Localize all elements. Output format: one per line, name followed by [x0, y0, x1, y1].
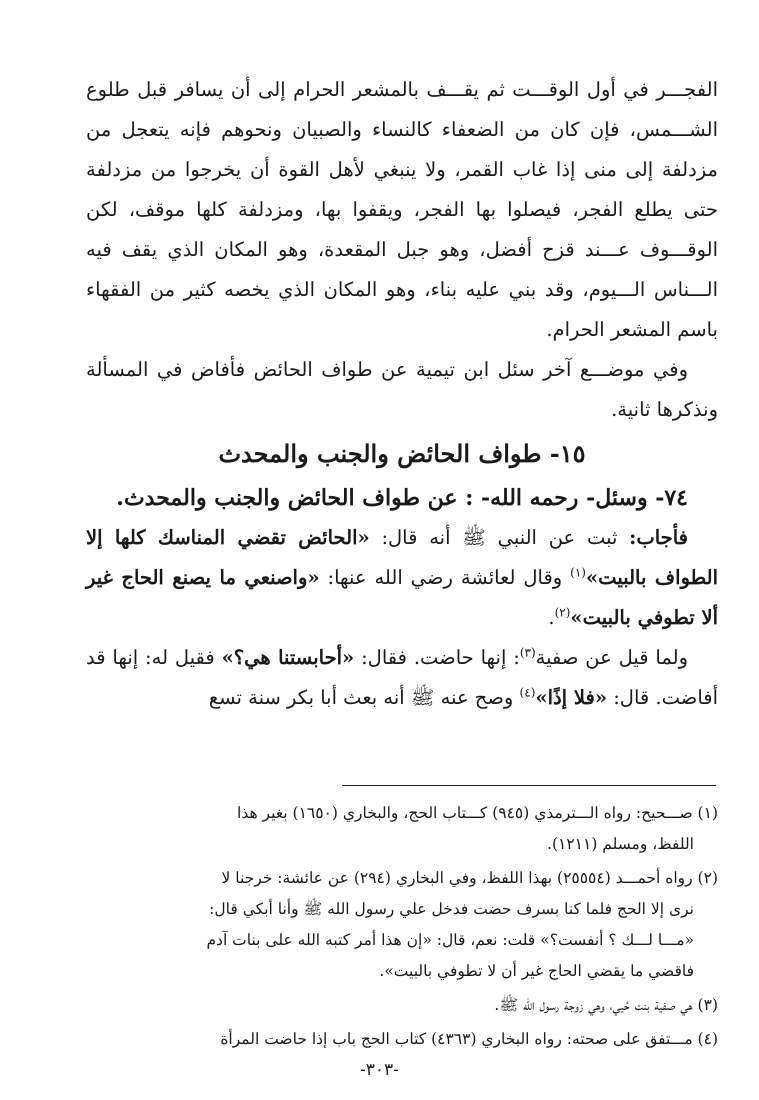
footnote-2-line-4: فاقضي ما يقضي الحاج غير أن لا تطوفي بالبيت». [379, 962, 694, 980]
paragraph-2: وفي موضـــع آخر سئل ابن تيمية عن طواف الحائض فأفاض في المسألة ونذكرها ثانية. [86, 358, 718, 421]
hadith-quote-1: «الحائض تقضي المناسك كلها إلا الطواف بالبيت» [86, 526, 718, 589]
answer-paragraph [86, 518, 718, 638]
main-text [86, 70, 718, 718]
footnote-1 [86, 798, 718, 860]
para4-text-3: فقيل له: إنها قد أفاضت. قال: [86, 646, 718, 709]
hadith-quote-3: «أحابستنا هي؟» [221, 646, 355, 669]
paragraph-1: الفجـــر في أول الوقـــت ثم يقـــف بالمشعر الحرام إلى أن يسافر قبل طلوع الشـــمس، فإن كان من الضعفاء كالنساء والصبيان ونحوهم فإنه يتعجل من مزدلفة إلى منى إذا غاب القمر، ولا ينبغي لأهل القوة أن يخرجوا من مزدلفة حتى يطلع الفجر، فيصلوا بها الفجر، ويقفوا بها، ومزدلفة كلها موقف، لكن الوقـــوف عـــند قزح أفضل، وهو جبل المقعدة، وهو المكان الذي يقف فيه الـــناس الـــيوم، وقد بني عليه بناء، وهو المكان الذي يخصه كثير من الفقهاء باسم المشعر الحرام. [86, 78, 718, 341]
para4-text-4: وصح عنه ﷺ أنه بعث أبا بكر سنة تسع [208, 686, 520, 709]
footnote-ref-1[interactable]: (١) [570, 565, 586, 580]
footnote-1-line-1: (١) صـــحيح: رواه الـــترمذي (٩٤٥) كـــتاب الحج، والبخاري (١٦٥٠) بغير هذا [237, 804, 718, 822]
answer-text-1: ثبت عن النبي ﷺ أنه قال: [369, 526, 630, 549]
section-heading: ١٥- طواف الحائض والجنب والمحدث [218, 439, 586, 468]
footnote-4: (٤) مـــتفق على صحته: رواه البخاري (٤٣٦٣) كتاب الحج باب إذا حاضت المرأة [220, 1030, 718, 1048]
answer-label: فأجاب: [629, 526, 688, 549]
hadith-quote-2: «واصنعي ما يصنع الحاج غير ألا تطوفي بالبيت» [86, 566, 718, 629]
footnote-divider [342, 785, 716, 786]
page-number: -٣٠٣- [360, 1060, 399, 1080]
footnote-2-line-3: «مـــا لـــك ؟ أنفست؟» قلت: نعم، قال: «إن هذا أمر كتبه الله على بنات آدم [206, 931, 694, 949]
answer-text-3: . [548, 606, 555, 629]
footnote-1-line-2: اللفظ، ومسلم (١٢١١). [547, 835, 694, 853]
footnote-2 [86, 863, 718, 987]
footnote-ref-2[interactable]: (٢) [554, 605, 571, 620]
footnote-2-line-1: (٢) رواه أحمـــد (٢٥٥٥٤) بهذا اللفظ، وفي البخاري (٢٩٤) عن عائشة: خرجنا لا [221, 869, 718, 887]
footnote-3: (٣) هي صفية بنت حُيي، وهي زوجة رسول الله ﷺ. [494, 996, 718, 1014]
answer-text-2: وقال لعائشة رضي الله عنها: [319, 566, 571, 589]
footnotes [86, 798, 718, 1058]
footnote-ref-3[interactable]: (٣) [519, 645, 536, 660]
question-74: ٧٤- وسئل- رحمه الله- : عن طواف الحائض والجنب والمحدث. [116, 485, 688, 511]
hadith-quote-4: «فلا إذًا» [535, 686, 608, 709]
footnote-2-line-2: نرى إلا الحج فلما كنا بسرف حضت فدخل علي رسول الله ﷺ وأنا أبكي قال: [209, 900, 694, 918]
paragraph-4 [86, 638, 718, 718]
para4-text-2: : إنها حاضت. فقال: [354, 646, 520, 669]
para4-text-1: ولما قيل عن صفية [535, 646, 689, 669]
footnote-ref-4[interactable]: (٤) [519, 685, 536, 700]
